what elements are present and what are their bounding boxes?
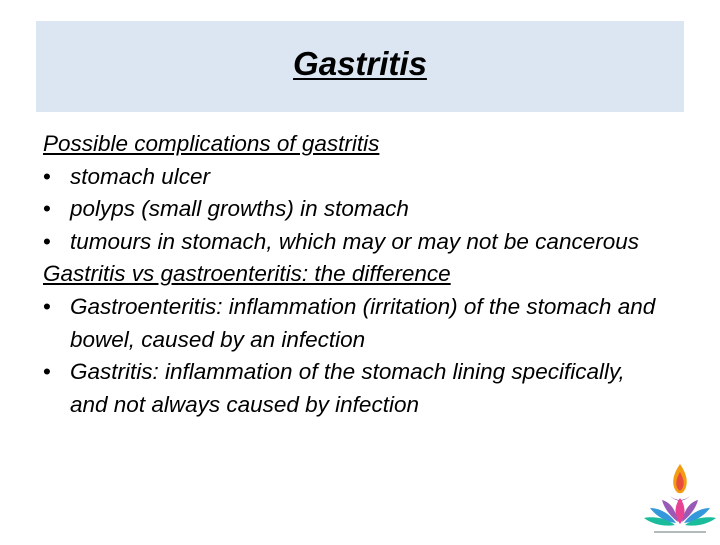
section-heading-difference: Gastritis vs gastroenteritis: the difference: [43, 261, 451, 287]
bullet-icon: •: [43, 163, 51, 189]
list-item: [43, 226, 663, 259]
slide-body: [43, 128, 663, 421]
bullet-text: polyps (small growths) in stomach: [70, 196, 409, 222]
lotus-flame-logo-icon: [640, 460, 720, 540]
difference-list: [43, 291, 663, 421]
list-item: [43, 291, 663, 356]
bullet-text: stomach ulcer: [70, 163, 211, 189]
list-item: [43, 193, 663, 226]
bullet-text: Gastroenteritis: inflammation (irritation) of the stomach and bowel, caused by an infection: [70, 293, 656, 352]
list-item: [43, 161, 663, 194]
list-item: [43, 356, 663, 421]
slide-title: Gastritis: [293, 45, 427, 82]
bullet-text: Gastritis: inflammation of the stomach lining specifically, and not always caused by infection: [70, 359, 625, 417]
section-heading-complications: Possible complications of gastritis: [43, 131, 380, 156]
bullet-text: tumours in stomach, which may or may not be cancerous: [70, 228, 639, 254]
bullet-icon: •: [43, 359, 51, 385]
bullet-icon: •: [43, 228, 51, 254]
complications-list: [43, 161, 663, 259]
bullet-icon: •: [43, 293, 51, 319]
bullet-icon: •: [43, 196, 51, 222]
